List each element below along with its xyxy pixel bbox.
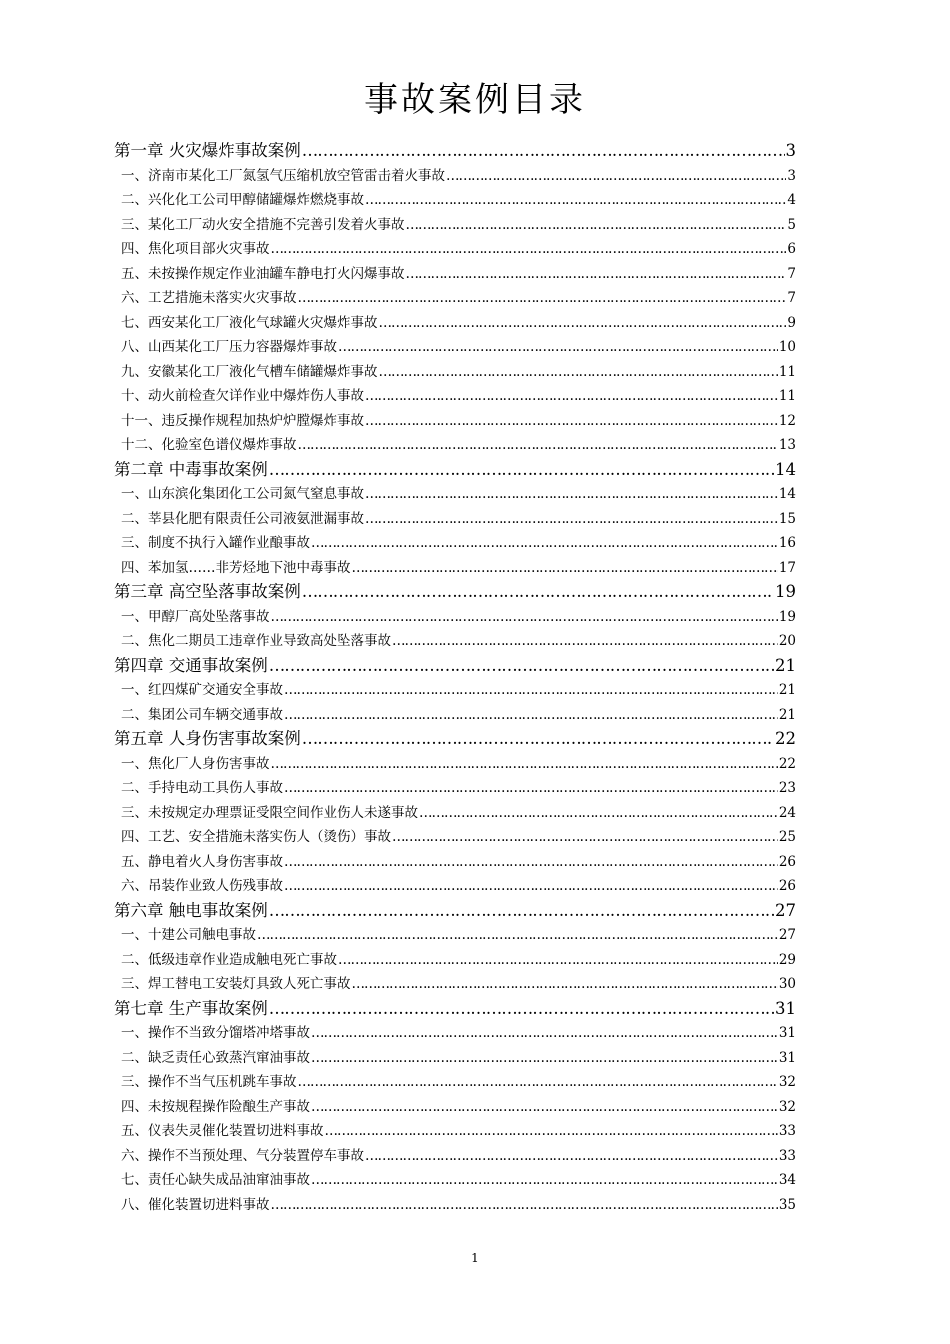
toc-chapter-entry[interactable]	[114, 654, 796, 679]
toc-item-entry[interactable]	[114, 360, 796, 385]
toc-item-entry[interactable]	[114, 1144, 796, 1169]
toc-entry-page: 21	[778, 682, 796, 698]
toc-entry-page: 33	[778, 1123, 796, 1139]
toc-entry-page: 10	[778, 339, 796, 355]
toc-leader-dots	[271, 1199, 778, 1213]
toc-entry-label: 五、仪表失灵催化装置切进料事故	[121, 1123, 324, 1139]
toc-chapter-entry[interactable]	[114, 580, 796, 605]
toc-entry-label: 一、济南市某化工厂氮氢气压缩机放空管雷击着火事故	[121, 167, 445, 184]
toc-item-entry[interactable]	[114, 948, 796, 973]
toc-entry-label: 四、苯加氢……非芳烃地下池中毒事故	[121, 559, 351, 576]
toc-entry-page: 26	[778, 853, 796, 870]
toc-entry-page: 14	[775, 459, 796, 479]
toc-leader-dots	[365, 513, 778, 527]
toc-leader-dots	[446, 170, 786, 184]
toc-entry-page: 23	[778, 780, 796, 796]
toc-entry-page: 6	[787, 241, 796, 257]
toc-item-entry[interactable]	[114, 1168, 796, 1193]
toc-item-entry[interactable]	[114, 776, 796, 801]
toc-entry-page: 7	[787, 265, 796, 282]
toc-entry-page: 11	[778, 363, 796, 380]
toc-entry-page: 19	[778, 608, 796, 625]
toc-entry-page: 20	[778, 633, 796, 649]
toc-entry-page: 16	[778, 535, 796, 551]
toc-entry-label: 二、低级违章作业造成触电死亡事故	[121, 951, 337, 968]
toc-entry-label: 十一、违反操作规程加热炉炉膛爆炸事故	[121, 412, 364, 429]
toc-chapter-entry[interactable]	[114, 899, 796, 924]
toc-entry-page: 32	[778, 1098, 796, 1115]
toc-leader-dots	[365, 390, 778, 404]
toc-item-entry[interactable]	[114, 972, 796, 997]
toc-item-entry[interactable]	[114, 188, 796, 213]
toc-entry-label: 二、手持电动工具伤人事故	[121, 780, 283, 796]
toc-entry-page: 11	[778, 388, 796, 404]
toc-entry-label: 二、焦化二期员工违章作业导致高处坠落事故	[121, 633, 391, 649]
toc-leader-dots	[302, 731, 774, 748]
toc-item-entry[interactable]	[114, 507, 796, 532]
toc-leader-dots	[302, 584, 774, 601]
toc-item-entry[interactable]	[114, 531, 796, 556]
toc-leader-dots	[284, 856, 778, 870]
page-number: 1	[471, 1251, 479, 1265]
toc-leader-dots	[257, 929, 778, 943]
toc-item-entry[interactable]	[114, 605, 796, 630]
toc-item-entry[interactable]	[114, 556, 796, 581]
toc-entry-page: 35	[778, 1196, 796, 1213]
toc-item-entry[interactable]	[114, 801, 796, 826]
toc-entry-label: 三、制度不执行入罐作业酿事故	[121, 535, 310, 551]
toc-chapter-entry[interactable]	[114, 458, 796, 483]
toc-entry-label: 第六章 触电事故案例	[114, 900, 268, 920]
toc-leader-dots	[311, 1052, 778, 1066]
toc-item-entry[interactable]	[114, 262, 796, 287]
toc-entry-page: 31	[775, 998, 796, 1018]
toc-entry-page: 34	[778, 1172, 796, 1188]
toc-leader-dots	[271, 243, 787, 257]
toc-entry-page: 5	[787, 216, 796, 233]
toc-leader-dots	[365, 1150, 778, 1164]
toc-entry-label: 二、莘县化肥有限责任公司液氨泄漏事故	[121, 510, 364, 527]
toc-entry-page: 30	[778, 976, 796, 992]
toc-item-entry[interactable]	[114, 311, 796, 336]
toc-entry-label: 第二章 中毒事故案例	[114, 459, 268, 479]
toc-entry-label: 一、焦化厂人身伤害事故	[121, 755, 270, 772]
toc-leader-dots	[284, 709, 778, 723]
toc-leader-dots	[392, 831, 778, 845]
toc-item-entry[interactable]	[114, 164, 796, 189]
toc-leader-dots	[338, 954, 778, 968]
toc-entry-label: 第三章 高空坠落事故案例	[114, 582, 301, 601]
toc-entry-page: 3	[785, 141, 796, 160]
toc-entry-page: 21	[778, 706, 796, 723]
toc-item-entry[interactable]	[114, 1193, 796, 1218]
toc-item-entry[interactable]	[114, 1046, 796, 1071]
toc-item-entry[interactable]	[114, 629, 796, 654]
toc-entry-page: 24	[778, 804, 796, 821]
toc-entry-label: 二、兴化化工公司甲醇储罐爆炸燃烧事故	[121, 192, 364, 208]
toc-leader-dots	[365, 194, 786, 208]
toc-entry-label: 三、焊工替电工安装灯具致人死亡事故	[121, 976, 351, 992]
toc-item-entry[interactable]	[114, 384, 796, 409]
toc-entry-label: 六、操作不当预处理、气分装置停车事故	[121, 1147, 364, 1164]
toc-leader-dots	[302, 143, 785, 160]
toc-leader-dots	[352, 562, 778, 576]
toc-entry-label: 第四章 交通事故案例	[114, 655, 268, 675]
toc-entry-label: 四、工艺、安全措施未落实伤人（烫伤）事故	[121, 829, 391, 845]
toc-item-entry[interactable]	[114, 923, 796, 948]
toc-item-entry[interactable]	[114, 825, 796, 850]
table-of-contents	[114, 139, 796, 1217]
toc-leader-dots	[311, 537, 778, 551]
toc-entry-label: 十、动火前检查欠详作业中爆炸伤人事故	[121, 388, 364, 404]
toc-entry-label: 三、操作不当气压机跳车事故	[121, 1074, 297, 1090]
toc-entry-page: 12	[778, 412, 796, 429]
toc-item-entry[interactable]	[114, 1119, 796, 1144]
toc-item-entry[interactable]	[114, 850, 796, 875]
toc-leader-dots	[379, 366, 778, 380]
toc-entry-label: 五、静电着火人身伤害事故	[121, 853, 283, 870]
toc-entry-label: 一、山东滨化集团化工公司氮气窒息事故	[121, 486, 364, 502]
toc-entry-label: 第一章 火灾爆炸事故案例	[114, 141, 301, 160]
toc-leader-dots	[419, 807, 778, 821]
toc-entry-label: 七、西安某化工厂液化气球罐火灾爆炸事故	[121, 314, 378, 331]
toc-item-entry[interactable]	[114, 874, 796, 899]
toc-entry-page: 21	[775, 655, 796, 675]
toc-leader-dots	[392, 635, 778, 649]
toc-entry-label: 五、未按操作规定作业油罐车静电打火闪爆事故	[121, 265, 405, 282]
toc-entry-page: 19	[775, 582, 796, 601]
toc-item-entry[interactable]	[114, 237, 796, 262]
toc-entry-page: 26	[778, 878, 796, 894]
toc-entry-page: 9	[787, 314, 796, 331]
toc-entry-page: 22	[778, 755, 796, 772]
toc-entry-page: 15	[778, 510, 796, 527]
toc-leader-dots	[271, 758, 778, 772]
toc-entry-label: 第七章 生产事故案例	[114, 998, 268, 1018]
toc-item-entry[interactable]	[114, 1095, 796, 1120]
toc-leader-dots	[269, 1001, 774, 1018]
toc-entry-page: 22	[775, 729, 796, 748]
toc-item-entry[interactable]	[114, 1021, 796, 1046]
toc-entry-label: 八、催化装置切进料事故	[121, 1196, 270, 1213]
toc-leader-dots	[284, 880, 778, 894]
toc-entry-page: 4	[787, 192, 796, 208]
toc-leader-dots	[406, 219, 787, 233]
toc-entry-label: 四、焦化项目部火灾事故	[121, 241, 270, 257]
toc-entry-page: 25	[778, 829, 796, 845]
toc-entry-page: 27	[778, 927, 796, 943]
toc-item-entry[interactable]	[114, 286, 796, 311]
toc-entry-label: 三、某化工厂动火安全措施不完善引发着火事故	[121, 216, 405, 233]
toc-item-entry[interactable]	[114, 213, 796, 238]
toc-entry-label: 七、责任心缺失成品油窜油事故	[121, 1172, 310, 1188]
toc-leader-dots	[284, 782, 778, 796]
toc-item-entry[interactable]	[114, 1070, 796, 1095]
toc-chapter-entry[interactable]	[114, 727, 796, 752]
toc-entry-label: 二、集团公司车辆交通事故	[121, 706, 283, 723]
toc-entry-label: 六、吊装作业致人伤残事故	[121, 878, 283, 894]
toc-entry-page: 29	[778, 951, 796, 968]
toc-leader-dots	[352, 978, 778, 992]
toc-entry-label: 一、十建公司触电事故	[121, 927, 256, 943]
toc-entry-label: 八、山西某化工厂压力容器爆炸事故	[121, 339, 337, 355]
document-title: 事故案例目录	[364, 80, 586, 120]
toc-chapter-entry[interactable]	[114, 139, 796, 164]
toc-item-entry[interactable]	[114, 409, 796, 434]
toc-entry-label: 第五章 人身伤害事故案例	[114, 729, 301, 748]
toc-entry-label: 一、操作不当致分馏塔冲塔事故	[121, 1025, 310, 1041]
toc-entry-page: 32	[778, 1074, 796, 1090]
toc-entry-page: 27	[775, 900, 796, 920]
toc-entry-label: 六、工艺措施未落实火灾事故	[121, 290, 297, 306]
toc-chapter-entry[interactable]	[114, 997, 796, 1022]
toc-entry-label: 二、缺乏责任心致蒸汽窜油事故	[121, 1049, 310, 1066]
toc-entry-label: 三、未按规定办理票证受限空间作业伤人未遂事故	[121, 804, 418, 821]
toc-entry-page: 31	[778, 1049, 796, 1066]
toc-leader-dots	[269, 658, 774, 675]
toc-leader-dots	[298, 292, 787, 306]
toc-entry-page: 13	[778, 437, 796, 453]
toc-leader-dots	[311, 1174, 778, 1188]
toc-entry-label: 一、红四煤矿交通安全事故	[121, 682, 283, 698]
toc-item-entry[interactable]	[114, 703, 796, 728]
toc-leader-dots	[311, 1101, 778, 1115]
toc-item-entry[interactable]	[114, 433, 796, 458]
toc-leader-dots	[379, 317, 787, 331]
toc-leader-dots	[269, 462, 774, 479]
toc-item-entry[interactable]	[114, 752, 796, 777]
toc-entry-page: 33	[778, 1147, 796, 1164]
toc-leader-dots	[269, 903, 774, 920]
toc-item-entry[interactable]	[114, 678, 796, 703]
toc-leader-dots	[298, 1076, 778, 1090]
toc-leader-dots	[365, 415, 778, 429]
toc-entry-label: 四、未按规程操作险酿生产事故	[121, 1098, 310, 1115]
toc-leader-dots	[284, 684, 778, 698]
toc-entry-page: 7	[787, 290, 796, 306]
toc-entry-page: 17	[778, 559, 796, 576]
toc-entry-page: 3	[787, 167, 796, 184]
toc-leader-dots	[271, 611, 778, 625]
toc-leader-dots	[325, 1125, 778, 1139]
toc-entry-label: 十二、化验室色谱仪爆炸事故	[121, 437, 297, 453]
toc-entry-label: 一、甲醇厂高处坠落事故	[121, 608, 270, 625]
toc-item-entry[interactable]	[114, 482, 796, 507]
toc-leader-dots	[365, 488, 778, 502]
toc-item-entry[interactable]	[114, 335, 796, 360]
toc-leader-dots	[311, 1027, 778, 1041]
toc-leader-dots	[338, 341, 778, 355]
toc-leader-dots	[298, 439, 778, 453]
toc-entry-page: 14	[778, 486, 796, 502]
toc-leader-dots	[406, 268, 787, 282]
toc-entry-label: 九、安徽某化工厂液化气槽车储罐爆炸事故	[121, 363, 378, 380]
toc-entry-page: 31	[778, 1025, 796, 1041]
